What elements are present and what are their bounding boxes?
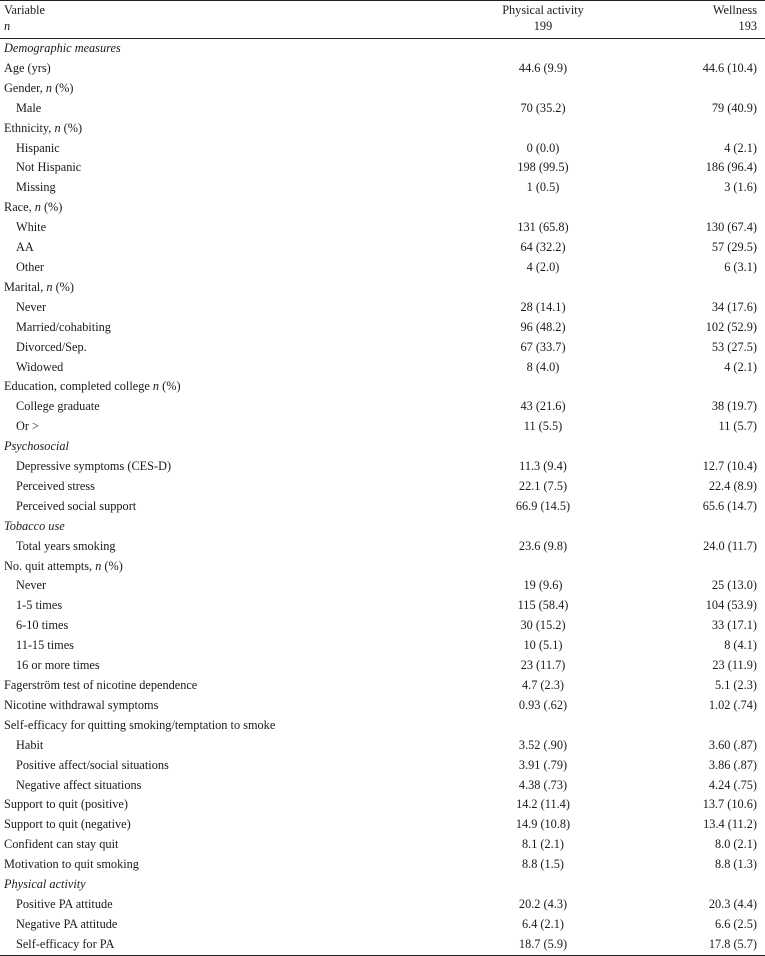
wellness-value: 24.0 (11.7) [703,538,757,553]
row-label: Other [16,259,44,274]
row-label: Negative affect situations [16,777,142,792]
table-row [0,656,765,676]
table-row [0,59,765,79]
section-heading: Tobacco use [4,518,65,533]
row-label: Fagerström test of nicotine dependence [4,678,198,692]
wellness-value: 4.24 (.75) [708,777,757,792]
wellness-value [636,278,765,298]
wellness-value: 186 (96.4) [705,160,757,175]
n-symbol: n [46,279,53,294]
row-label: Widowed [16,359,64,374]
physical-activity-value: 0.93 (.62) [518,697,568,712]
table-row [0,397,765,417]
physical-activity-value: 64 (32.2) [520,240,566,255]
physical-activity-value: 70 (35.2) [520,100,566,115]
physical-activity-value: 43 (21.6) [520,399,566,414]
physical-activity-value [400,79,636,99]
wellness-value: 3 (1.6) [724,180,757,195]
physical-activity-value [400,716,636,736]
wellness-n: 193 [636,19,765,39]
table-row [0,358,765,378]
wellness-value: 17.8 (5.7) [636,935,765,955]
row-label: Confident can stay quit [4,837,119,852]
wellness-value: 130 (67.4) [705,220,757,235]
table-row [0,736,765,756]
physical-activity-value: 8.1 (2.1) [521,837,564,852]
row-label: Married/cohabiting [16,319,111,334]
table-row [0,776,765,796]
physical-activity-value: 8 (4.0) [526,359,560,374]
section-heading: Psychosocial [4,439,69,454]
table-row [0,875,765,895]
table-row [0,576,765,596]
row-label: White [16,220,47,235]
wellness-value: 8 (4.1) [724,638,757,653]
physical-activity-value: 30 (15.2) [520,618,566,633]
row-label: Motivation to quit smoking [4,857,139,872]
wellness-value: 3.86 (.87) [708,757,757,772]
row-label: 16 or more times [16,658,100,673]
table-row [0,79,765,99]
physical-activity-value: 6.4 (2.1) [521,916,564,931]
physical-activity-value [400,437,636,457]
row-label: Self-efficacy for PA [0,935,400,955]
physical-activity-value: 19 (9.6) [523,578,563,593]
table-row [0,616,765,636]
row-label: Gender, n (%) [4,80,74,95]
wellness-value: 102 (52.9) [705,319,757,334]
wellness-value: 79 (40.9) [711,100,757,115]
row-label: Depressive symptoms (CES-D) [16,459,172,474]
row-label: AA [16,240,34,255]
table-row [0,318,765,338]
physical-activity-value: 23.6 (9.8) [518,538,568,553]
wellness-value [636,377,765,397]
physical-activity-value: 115 (58.4) [517,598,569,613]
wellness-value: 11 (5.7) [718,419,757,434]
table-row [0,39,765,59]
variable-header: Variable [0,1,400,20]
table-row [0,557,765,577]
physical-activity-value: 3.91 (.79) [518,757,568,772]
table-row [0,676,765,696]
row-label: Age (yrs) [4,60,51,75]
wellness-value: 104 (53.9) [705,598,757,613]
section-heading: Physical activity [4,877,86,892]
table-row [0,178,765,198]
row-label: 6-10 times [16,618,69,633]
wellness-value [636,875,765,895]
physical-activity-n: 199 [400,19,636,39]
physical-activity-value [400,39,636,59]
physical-activity-value: 18.7 (5.9) [400,935,636,955]
table-row [0,855,765,875]
table-row [0,537,765,557]
physical-activity-value: 96 (48.2) [520,319,566,334]
row-label: Support to quit (positive) [4,797,128,812]
table-row [0,158,765,178]
physical-activity-value: 1 (0.5) [526,180,560,195]
table-row [0,218,765,238]
wellness-value: 12.7 (10.4) [702,459,757,474]
row-label: Ethnicity, n (%) [4,120,83,135]
row-label: Perceived stress [16,478,95,493]
row-label: Positive affect/social situations [16,757,169,772]
physical-activity-value: 198 (99.5) [517,160,569,175]
wellness-value: 65.6 (14.7) [702,498,757,513]
n-header [0,19,400,39]
wellness-value [636,716,765,736]
wellness-value: 23 (11.9) [712,658,757,673]
physical-activity-value: 3.52 (.90) [518,737,568,752]
table-row [0,835,765,855]
physical-activity-value: 44.6 (9.9) [518,60,568,75]
row-label: No. quit attempts, n (%) [4,558,123,573]
row-label: Never [16,578,47,593]
table-row [0,417,765,437]
table-row [0,377,765,397]
row-label: 1-5 times [16,598,63,613]
table-row [0,935,765,955]
table-row [0,795,765,815]
physical-activity-value: 10 (5.1) [523,638,563,653]
table-row [0,457,765,477]
wellness-value: 38 (19.7) [711,399,757,414]
n-symbol: n [54,120,61,135]
table-row [0,636,765,656]
wellness-value: 1.02 (.74) [708,697,757,712]
row-label: Marital, n (%) [4,279,75,294]
wellness-value: 13.7 (10.6) [702,797,757,812]
wellness-value [636,517,765,537]
row-label: Missing [16,180,56,195]
table-row [0,756,765,776]
n-label: n [4,19,11,33]
wellness-value: 8.8 (1.3) [714,857,757,872]
physical-activity-value: 22.1 (7.5) [518,478,568,493]
physical-activity-value: 0 (0.0) [526,140,560,155]
physical-activity-value [400,557,636,577]
wellness-value: 6.6 (2.5) [714,916,757,931]
wellness-value: 53 (27.5) [711,339,757,354]
row-label: Or > [16,419,39,434]
wellness-value: 22.4 (8.9) [708,478,757,493]
physical-activity-value: 23 (11.7) [520,658,566,673]
row-label: Nicotine withdrawal symptoms [4,697,159,712]
n-symbol: n [34,200,41,215]
physical-activity-value [400,875,636,895]
row-label: Divorced/Sep. [16,339,87,354]
row-label: Perceived social support [16,498,137,513]
table-row [0,99,765,119]
wellness-value: 4 (2.1) [724,140,757,155]
row-label: Never [16,299,47,314]
physical-activity-value: 20.2 (4.3) [518,896,568,911]
physical-activity-value: 67 (33.7) [520,339,566,354]
row-label: Habit [16,737,44,752]
physical-activity-value: 8.8 (1.5) [521,857,564,872]
table-row [0,716,765,736]
table-row [0,497,765,517]
physical-activity-value: 131 (65.8) [517,220,569,235]
row-label: Support to quit (negative) [4,817,131,832]
wellness-value: 4 (2.1) [724,359,757,374]
wellness-value: 8.0 (2.1) [714,837,757,852]
table-row [0,258,765,278]
table-row [0,596,765,616]
row-label: Self-efficacy for quitting smoking/temptation to smoke [4,717,276,732]
physical-activity-value [400,119,636,139]
physical-activity-value: 14.2 (11.4) [516,797,570,812]
table-row [0,139,765,159]
n-symbol: n [95,558,102,573]
row-label: Not Hispanic [16,160,82,175]
wellness-value: 20.3 (4.4) [708,896,757,911]
table-row [0,198,765,218]
physical-activity-value: 14.9 (10.8) [515,817,571,832]
physical-activity-value [400,377,636,397]
wellness-value [636,198,765,218]
physical-activity-value: 66.9 (14.5) [515,498,571,513]
table-row [0,298,765,318]
row-label: Hispanic [16,140,60,155]
wellness-value: 25 (13.0) [711,578,757,593]
wellness-value: 33 (17.1) [711,618,757,633]
wellness-header: Wellness [636,1,765,20]
physical-activity-value: 4 (2.0) [526,259,560,274]
row-label: Male [16,100,42,115]
wellness-value: 13.4 (11.2) [703,817,757,832]
row-label: Total years smoking [16,538,116,553]
table-row [0,696,765,716]
n-symbol: n [152,379,160,394]
table-row [0,238,765,258]
table-row [0,915,765,935]
row-label: Positive PA attitude [16,896,113,911]
table-row [0,815,765,835]
row-label: Race, n (%) [4,200,63,215]
wellness-value [636,557,765,577]
row-label: Education, completed college n (%) [4,379,181,394]
table-row [0,517,765,537]
table-row [0,477,765,497]
table-body [0,39,765,956]
wellness-value [636,79,765,99]
table-row [0,338,765,358]
row-label: Negative PA attitude [16,916,118,931]
row-label: College graduate [16,399,100,414]
physical-activity-value: 4.38 (.73) [518,777,568,792]
physical-activity-value: 28 (14.1) [520,299,566,314]
wellness-value [636,39,765,59]
row-label: 11-15 times [16,638,74,653]
physical-activity-value: 11 (5.5) [523,419,563,434]
wellness-value: 6 (3.1) [724,259,757,274]
wellness-value: 3.60 (.87) [708,737,757,752]
wellness-value: 57 (29.5) [711,240,757,255]
physical-activity-value: 4.7 (2.3) [521,678,564,692]
table-row [0,278,765,298]
physical-activity-value [400,198,636,218]
physical-activity-value: 11.3 (9.4) [519,459,567,474]
table-header [0,1,765,39]
wellness-value: 44.6 (10.4) [702,60,757,75]
table-row [0,119,765,139]
wellness-value [636,119,765,139]
table-row [0,437,765,457]
n-symbol: n [45,80,53,95]
physical-activity-value [400,278,636,298]
table-row [0,895,765,915]
physical-activity-header: Physical activity [400,1,636,20]
section-heading: Demographic measures [4,41,121,55]
wellness-value: 34 (17.6) [711,299,757,314]
physical-activity-value [400,517,636,537]
wellness-value: 5.1 (2.3) [714,678,757,692]
wellness-value [636,437,765,457]
